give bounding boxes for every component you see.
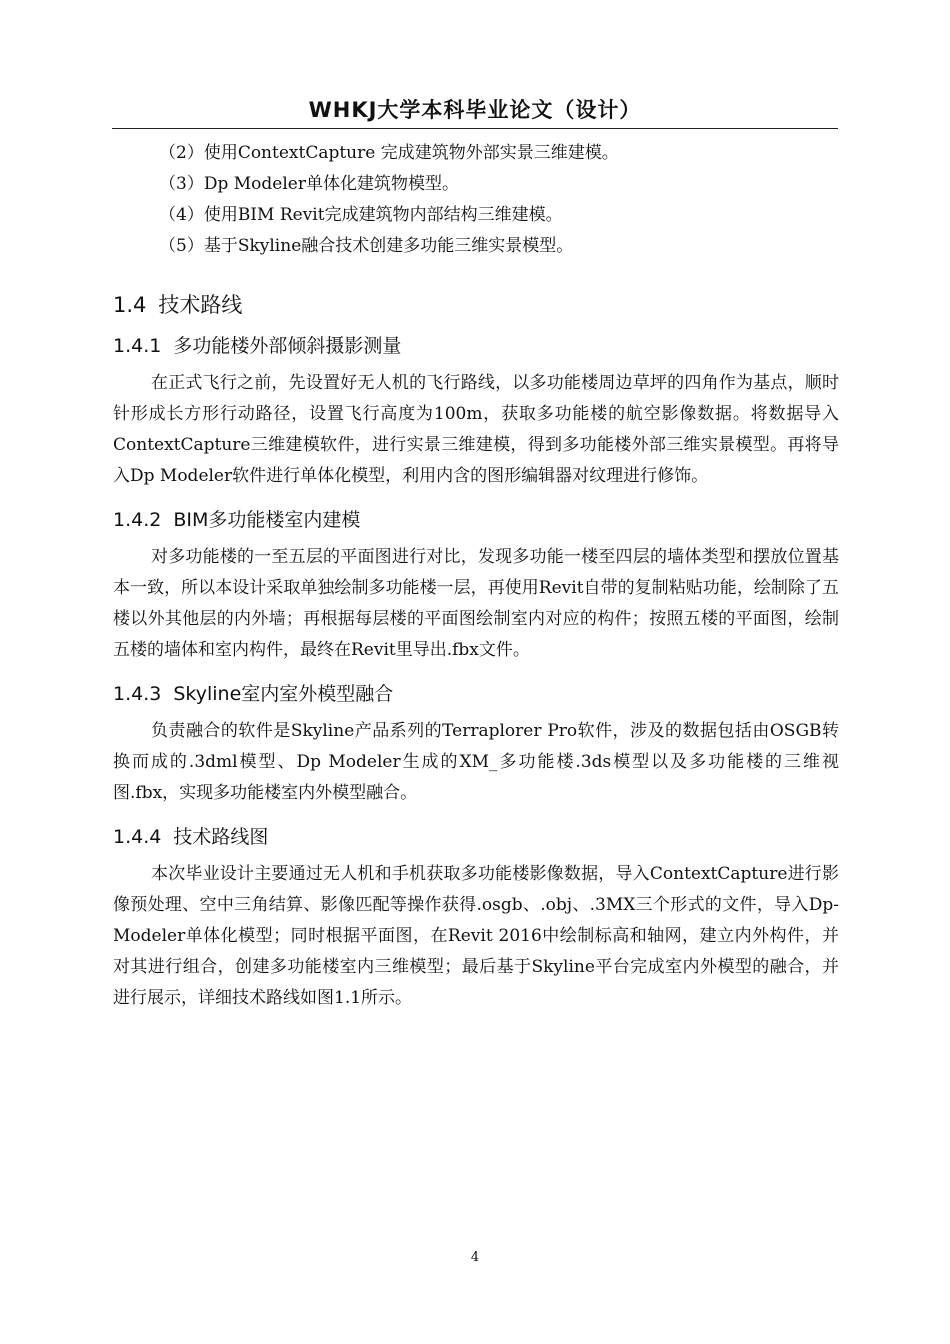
document-body <box>113 138 839 1018</box>
subsection-number: 1.4.4 <box>113 826 162 848</box>
subsection-heading-1-4-1 <box>113 330 839 362</box>
header-divider <box>112 128 838 129</box>
list-item: （4）使用BIM Revit完成建筑物内部结构三维建模。 <box>159 205 563 225</box>
body-paragraph: 本次毕业设计主要通过无人机和手机获取多功能楼影像数据，导入ContextCapture进行影像预处理、空中三角结算、影像匹配等操作获得.osgb、.obj、.3MX三个形式的文件，导入Dp-Modeler单体化模型；同时根据平面图，在Revit 2016中绘制标高和轴网，建立内外构件，并对其进行组合，创建多功能楼室内三维模型；最后基于Skyline平台完成室内外模型的融合，并进行展示，详细技术路线如图1.1所示。 <box>113 864 839 1008</box>
subsection-title: Skyline室内室外模型融合 <box>173 683 394 705</box>
page-header-title: WHKJ大学本科毕业论文（设计） <box>308 98 642 122</box>
subsection-heading-1-4-3 <box>113 678 839 710</box>
body-paragraph: 负责融合的软件是Skyline产品系列的Terraplorer Pro软件，涉及的数据包括由OSGB转换而成的.3dml模型、Dp Modeler生成的XM_多功能楼.3ds模型以及多功能楼的三维视图.fbx，实现多功能楼室内外模型融合。 <box>113 721 839 803</box>
subsection-title: 多功能楼外部倾斜摄影测量 <box>173 335 402 357</box>
list-item: （5）基于Skyline融合技术创建多功能三维实景模型。 <box>159 236 574 256</box>
subsection-title: 技术路线图 <box>173 826 269 848</box>
subsection-number: 1.4.3 <box>113 683 162 705</box>
page-number: 4 <box>470 1250 480 1265</box>
subsection-heading-1-4-2 <box>113 504 839 536</box>
body-paragraph: 在正式飞行之前，先设置好无人机的飞行路线，以多功能楼周边草坪的四角作为基点，顺时针形成长方形行动路径，设置飞行高度为100m，获取多功能楼的航空影像数据。将数据导入ContextCapture三维建模软件，进行实景三维建模，得到多功能楼外部三维实景模型。再将导入Dp Modeler软件进行单体化模型，利用内含的图形编辑器对纹理进行修饰。 <box>113 373 839 486</box>
subsection-number: 1.4.1 <box>113 335 162 357</box>
section-title: 技术路线 <box>158 293 243 317</box>
body-paragraph: 对多功能楼的一至五层的平面图进行对比，发现多功能一楼至四层的墙体类型和摆放位置基本一致，所以本设计采取单独绘制多功能楼一层，再使用Revit自带的复制粘贴功能，绘制除了五楼以外其他层的内外墙；再根据每层楼的平面图绘制室内对应的构件；按照五楼的平面图，绘制五楼的墙体和室内构件，最终在Revit里导出.fbx文件。 <box>113 547 839 660</box>
list-item: （2）使用ContextCapture 完成建筑物外部实景三维建模。 <box>159 143 619 163</box>
section-heading-1-4 <box>113 288 839 322</box>
subsection-title: BIM多功能楼室内建模 <box>173 509 361 531</box>
list-item: （3）Dp Modeler单体化建筑物模型。 <box>159 174 459 194</box>
subsection-heading-1-4-4 <box>113 821 839 853</box>
section-number: 1.4 <box>113 293 147 317</box>
subsection-number: 1.4.2 <box>113 509 162 531</box>
